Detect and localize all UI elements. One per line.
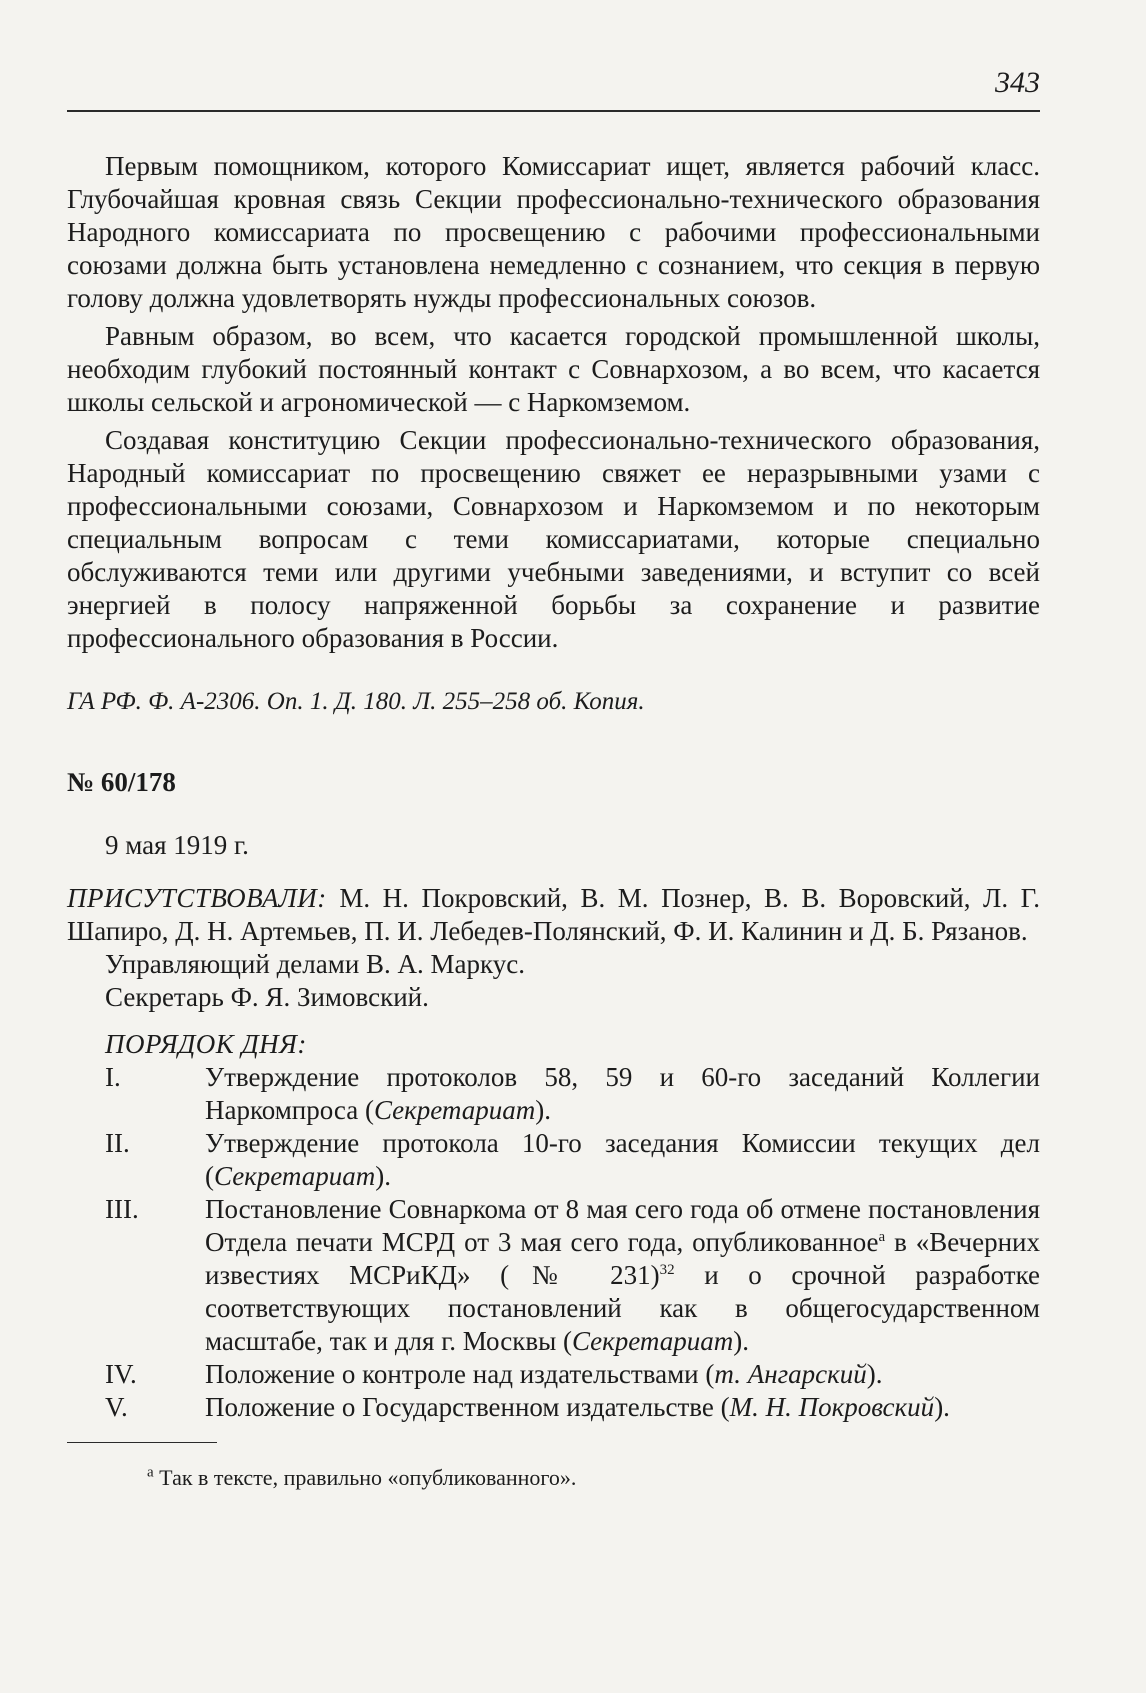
agenda-item-number: I. (105, 1062, 121, 1092)
footnote-reference: а (878, 1229, 886, 1245)
document-number: № 60/178 (67, 767, 176, 797)
attendees (67, 882, 1040, 948)
agenda-item-responsible: Секретариат (571, 1326, 734, 1356)
agenda-item (67, 1358, 1040, 1391)
agenda-item (67, 1127, 1040, 1193)
agenda-item-text: Утверждение протокола 10-го заседания Комиссии текущих дел (Секретариат). (205, 1128, 1040, 1191)
footnote-divider (67, 1442, 217, 1443)
text-body (67, 150, 1040, 1494)
agenda-item-number: IV. (105, 1359, 137, 1389)
agenda-item-responsible: т. Ангарский (714, 1359, 867, 1389)
agenda-item-text: Утверждение протоколов 58, 59 и 60-го заседаний Коллегии Наркомпроса (Секретариат). (205, 1062, 1040, 1125)
agenda-item-number: V. (105, 1392, 128, 1422)
agenda-title: ПОРЯДОК ДНЯ: (105, 1029, 307, 1059)
secretary-line: Секретарь Ф. Я. Зимовский. (105, 982, 429, 1012)
agenda-item (67, 1061, 1040, 1127)
paragraph: Равным образом, во всем, что касается городской промышленной школы, необходим глубокий постоянный контакт с Совнархозом, а во всем, что касается школы сельской и агрономической — с Наркомземом. (67, 321, 1040, 417)
footnote (147, 1461, 1040, 1494)
page (67, 58, 1040, 1494)
running-header (67, 58, 1040, 112)
archival-source: ГА РФ. Ф. А-2306. Оп. 1. Д. 180. Л. 255–258 об. Копия. (67, 688, 645, 715)
document-date: 9 мая 1919 г. (105, 830, 249, 860)
agenda-item-responsible: Секретариат (373, 1095, 536, 1125)
manager-line: Управляющий делами В. А. Маркус. (105, 949, 526, 979)
agenda-item-responsible: Секретариат (214, 1161, 376, 1191)
agenda-item (67, 1193, 1040, 1358)
agenda-item-number: III. (105, 1194, 139, 1224)
agenda-item (67, 1391, 1040, 1424)
attendees-names: М. Н. Покровский, В. М. Познер, В. В. Воровский, Л. Г. Шапиро, Д. Н. Артемьев, П. И. Лебедев-Полянский, Ф. И. Калинин и Д. Б. Рязанов. (67, 883, 1040, 946)
agenda-item-text: Постановление Совнаркома от 8 мая сего года об отмене постановления Отдела печати МСРД от 3 мая сего года, опубликованное$^а$ в «Вечерних известиях МСРиКД» (№ 231)$^{32}$ и о срочной разработке соответствующих постановлений как в общегосударственном масштабе, так и для г. Москвы (Секретариат). (205, 1194, 1041, 1356)
agenda-item-text: Положение о контроле над издательствами (т. Ангарский). (205, 1359, 883, 1389)
footnote-marker: а (147, 1464, 154, 1481)
attendees-label: ПРИСУТСТВОВАЛИ: (67, 883, 327, 913)
paragraph: Создавая конституцию Секции профессионально-технического образования, Народный комиссариат по просвещению свяжет ее неразрывными узами с профессиональными союзами, Совнархозом и Наркомземом и по некоторым специальным вопросам с теми комиссариатами, которые специально обслуживаются теми или другими учебными заведениями, и вступит со всей энергией в полосу напряженной борьбы за сохранение и развитие профессионального образования в России. (67, 425, 1040, 653)
endnote-reference: 32 (659, 1262, 675, 1278)
agenda-item-responsible: М. Н. Покровский (729, 1392, 935, 1422)
footnote-text: Так в тексте, правильно «опубликованного». (159, 1465, 577, 1490)
paragraph: Первым помощником, которого Комиссариат ищет, является рабочий класс. Глубочайшая кровная связь Секции профессионально-технического образования Народного комиссариата по просвещению с рабочими профессиональными союзами должна быть установлена немедленно с сознанием, что секция в первую голову должна удовлетворять нужды профессиональных союзов. (67, 151, 1040, 313)
agenda-item-text: Положение о Государственном издательстве (М. Н. Покровский). (205, 1392, 950, 1422)
page-number: 343 (995, 66, 1040, 99)
agenda-item-number: II. (105, 1128, 130, 1158)
